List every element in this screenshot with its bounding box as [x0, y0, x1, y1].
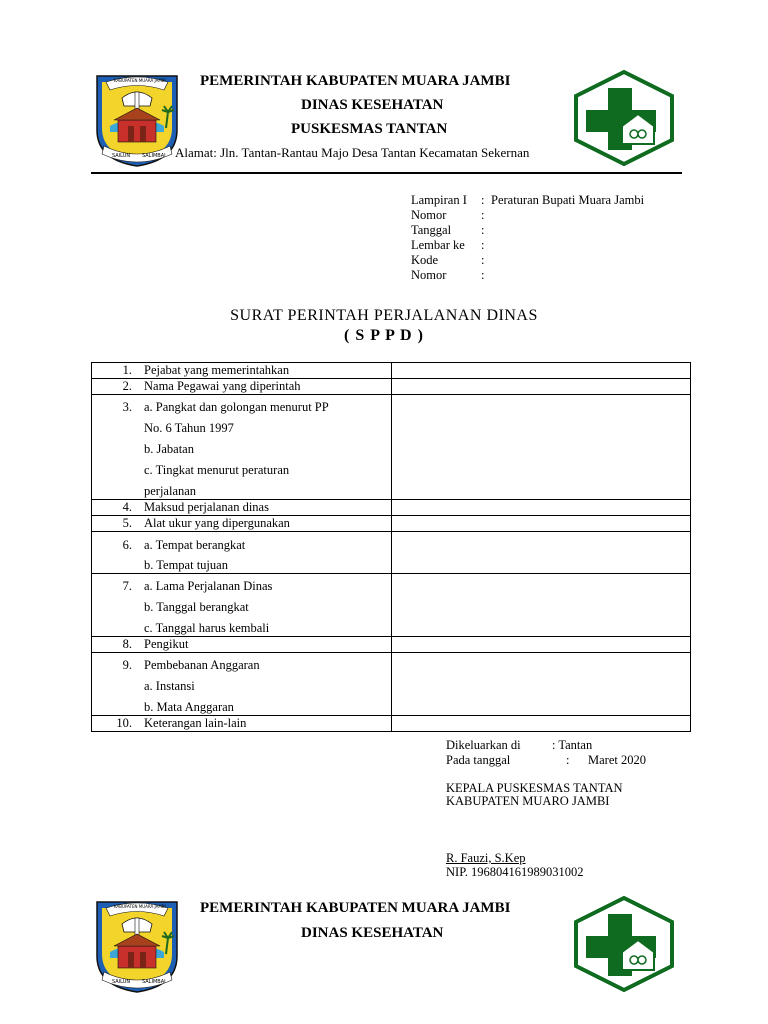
table-row [92, 500, 691, 516]
regency-emblem-logo-footer [92, 896, 182, 994]
lampiran-row: Kode : [411, 253, 485, 267]
row-value-cell[interactable] [392, 653, 691, 716]
row-number: 7. [122, 579, 132, 593]
lampiran-row: Nomor : [411, 208, 485, 222]
kop2-department-title: DINAS KESEHATAN [301, 925, 444, 941]
table-row [92, 716, 691, 732]
logo-bottom-right-text: SALIMBAI [142, 153, 166, 159]
kop-divider [91, 172, 682, 174]
row-label-line [92, 379, 391, 394]
row-value-cell[interactable] [392, 532, 691, 574]
row-label-line [92, 516, 391, 531]
signatory-name: R. Fauzi, S.Kep [446, 851, 526, 865]
row-label-line [92, 716, 391, 731]
table-row [92, 653, 691, 716]
row-label-line [92, 653, 391, 673]
kop-government-title: PEMERINTAH KABUPATEN MUARA JAMBI [200, 73, 511, 89]
row-label-text: Pengikut [144, 637, 189, 651]
logo-bottom-left-text: SAILUN [112, 153, 131, 159]
row-number: 1. [122, 363, 132, 377]
logo-top-text: KABUPATEN MUARA JAMBI [114, 78, 166, 83]
row-label-line [92, 553, 391, 573]
row-label-text: b. Jabatan [144, 442, 194, 456]
row-number: 8. [122, 637, 132, 651]
regency-emblem-logo [92, 70, 182, 168]
row-label-line [92, 457, 391, 478]
row-number: 5. [122, 516, 132, 530]
row-label-text: a. Tempat berangkat [144, 538, 246, 552]
row-label-cell [92, 395, 392, 500]
row-number: 3. [122, 400, 132, 414]
row-label-cell [92, 532, 392, 574]
row-label-line [92, 363, 391, 378]
kop2-government-title: PEMERINTAH KABUPATEN MUARA JAMBI [200, 900, 511, 916]
row-label-cell [92, 574, 392, 637]
table-row [92, 395, 691, 500]
sppd-form-table [91, 362, 691, 732]
issued-date-label: Pada tanggal [446, 753, 511, 767]
issued-date-row [446, 753, 646, 768]
row-label-line [92, 594, 391, 615]
row-label-line [92, 395, 391, 415]
row-label-text: c. Tanggal harus kembali [144, 621, 270, 635]
lampiran-row: Nomor : [411, 268, 485, 282]
row-number: 9. [122, 658, 132, 672]
row-label-cell [92, 379, 392, 395]
issued-date-colon: : [566, 753, 570, 767]
row-label-text: b. Tanggal berangkat [144, 600, 249, 614]
row-value-cell[interactable] [392, 395, 691, 500]
row-label-text: b. Tempat tujuan [144, 558, 228, 572]
row-label-line [92, 673, 391, 694]
logo-top-text: KABUPATEN MUARA JAMBI [114, 904, 166, 909]
row-label-text: b. Mata Anggaran [144, 700, 234, 714]
table-row [92, 637, 691, 653]
row-label-text: Pembebanan Anggaran [144, 658, 260, 672]
row-label-text: Pejabat yang memerintahkan [144, 363, 290, 377]
signatory-nip: NIP. 196804161989031002 [446, 865, 584, 879]
kop-address: Alamat: Jln. Tantan-Rantau Majo Desa Tantan Kecamatan Sekernan [175, 145, 530, 160]
logo-bottom-right-text: SALIMBAI [142, 979, 166, 985]
table-row [92, 516, 691, 532]
row-label-line [92, 694, 391, 715]
row-label-cell [92, 716, 392, 732]
document-title: SURAT PERINTAH PERJALANAN DINAS [230, 307, 538, 324]
row-label-line [92, 532, 391, 553]
row-value-cell[interactable] [392, 363, 691, 379]
signatory-position-2: KABUPATEN MUARO JAMBI [446, 794, 610, 808]
row-label-text: a. Pangkat dan golongan menurut PP [144, 400, 329, 414]
table-row [92, 574, 691, 637]
row-label-text: c. Tingkat menurut peraturan [144, 463, 290, 477]
puskesmas-logo [572, 70, 676, 166]
issued-date-value: Maret 2020 [588, 753, 646, 767]
row-value-cell[interactable] [392, 500, 691, 516]
document-subtitle: ( S P P D ) [344, 327, 424, 344]
row-label-text: perjalanan [144, 484, 197, 498]
row-label-text: Maksud perjalanan dinas [144, 500, 269, 514]
row-label-line [92, 500, 391, 515]
row-label-line [92, 478, 391, 499]
row-value-cell[interactable] [392, 574, 691, 637]
lampiran-row: Tanggal : [411, 223, 485, 237]
row-value-cell[interactable] [392, 516, 691, 532]
row-value-cell[interactable] [392, 379, 691, 395]
issued-at-label: Dikeluarkan di [446, 738, 521, 752]
lampiran-block [411, 193, 644, 283]
row-label-line [92, 574, 391, 594]
issued-at-row [446, 738, 592, 753]
table-row [92, 532, 691, 574]
row-label-text: No. 6 Tahun 1997 [144, 421, 234, 435]
issued-at-value: : Tantan [552, 738, 593, 752]
row-value-cell[interactable] [392, 637, 691, 653]
row-label-text: a. Instansi [144, 679, 195, 693]
row-value-cell[interactable] [392, 716, 691, 732]
row-label-text: Alat ukur yang dipergunakan [144, 516, 290, 530]
row-label-cell [92, 500, 392, 516]
row-label-text: Nama Pegawai yang diperintah [144, 379, 301, 393]
row-label-cell [92, 637, 392, 653]
table-row [92, 379, 691, 395]
row-label-cell [92, 516, 392, 532]
logo-bottom-left-text: SAILUN [112, 979, 131, 985]
lampiran-row: Lampiran I : Peraturan Bupati Muara Jambi [411, 193, 645, 207]
signatory-position-1: KEPALA PUSKESMAS TANTAN [446, 781, 623, 795]
row-label-cell [92, 363, 392, 379]
kop-department-title: DINAS KESEHATAN [301, 97, 444, 113]
row-label-line [92, 637, 391, 652]
lampiran-row: Lembar ke : [411, 238, 485, 252]
row-label-line [92, 436, 391, 457]
kop-puskesmas-title: PUSKESMAS TANTAN [291, 121, 448, 137]
table-row [92, 363, 691, 379]
row-label-text: Keterangan lain-lain [144, 716, 247, 730]
row-number: 10. [116, 716, 132, 730]
puskesmas-logo-footer [572, 896, 676, 992]
row-label-line [92, 615, 391, 636]
row-label-cell [92, 653, 392, 716]
row-number: 4. [122, 500, 132, 514]
row-label-text: a. Lama Perjalanan Dinas [144, 579, 273, 593]
row-number: 6. [122, 538, 132, 552]
row-label-line [92, 415, 391, 436]
row-number: 2. [122, 379, 132, 393]
